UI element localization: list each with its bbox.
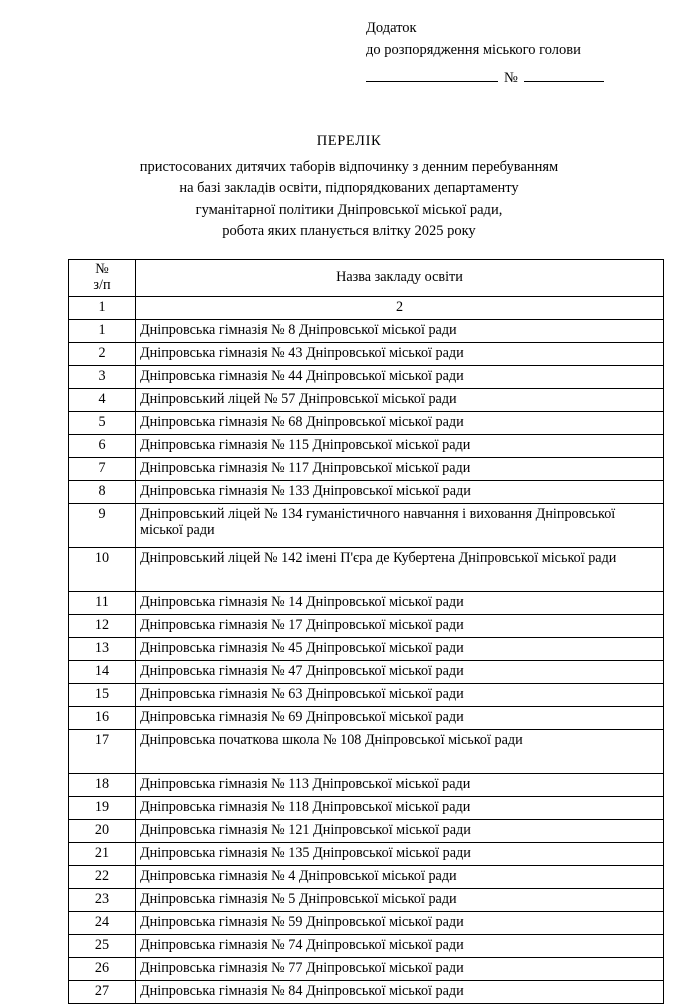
- row-number: 11: [69, 591, 136, 614]
- row-school-name: Дніпровська гімназія № 121 Дніпровської міської ради: [136, 819, 664, 842]
- table-row: [69, 342, 664, 365]
- row-school-name: Дніпровська гімназія № 117 Дніпровської міської ради: [136, 457, 664, 480]
- row-school-name: Дніпровська гімназія № 68 Дніпровської міської ради: [136, 411, 664, 434]
- column-header-number: [69, 259, 136, 296]
- row-school-name: Дніпровська гімназія № 77 Дніпровської міської ради: [136, 957, 664, 980]
- row-number: 24: [69, 911, 136, 934]
- number-blank-line: [524, 68, 604, 82]
- row-school-name: Дніпровська гімназія № 74 Дніпровської міської ради: [136, 934, 664, 957]
- row-number: 16: [69, 706, 136, 729]
- row-school-name: Дніпровська гімназія № 135 Дніпровської міської ради: [136, 842, 664, 865]
- table-row: [69, 591, 664, 614]
- row-number: 15: [69, 683, 136, 706]
- column-index-1: 1: [69, 296, 136, 319]
- row-school-name: Дніпровська гімназія № 43 Дніпровської міської ради: [136, 342, 664, 365]
- table-row: [69, 457, 664, 480]
- table-row: [69, 434, 664, 457]
- table-row: [69, 411, 664, 434]
- row-school-name: Дніпровська гімназія № 69 Дніпровської міської ради: [136, 706, 664, 729]
- row-school-name: Дніпровський ліцей № 134 гуманістичного навчання і виховання Дніпровської міської ради: [136, 503, 664, 547]
- row-school-name: Дніпровська гімназія № 8 Дніпровської міської ради: [136, 319, 664, 342]
- row-number: 10: [69, 547, 136, 591]
- title-subline-1: пристосованих дитячих таборів відпочинку з денним перебуванням: [139, 158, 559, 175]
- table-row: [69, 888, 664, 911]
- title-subline-4: робота яких планується влітку 2025 року: [222, 223, 476, 240]
- number-label: №: [504, 69, 518, 86]
- table-row: [69, 480, 664, 503]
- table-body: [69, 319, 664, 1003]
- table-row: [69, 934, 664, 957]
- table-row: [69, 388, 664, 411]
- table-row: [69, 503, 664, 547]
- row-school-name: Дніпровська гімназія № 44 Дніпровської міської ради: [136, 365, 664, 388]
- row-number: 25: [69, 934, 136, 957]
- row-school-name: Дніпровська початкова школа № 108 Дніпровської міської ради: [136, 729, 664, 773]
- row-number: 20: [69, 819, 136, 842]
- table-row: [69, 637, 664, 660]
- document-title-block: [36, 131, 662, 242]
- row-school-name: Дніпровський ліцей № 57 Дніпровської міської ради: [136, 388, 664, 411]
- table-header-row: [69, 259, 664, 296]
- row-number: 13: [69, 637, 136, 660]
- header-line-2: до розпорядження міського голови: [366, 41, 581, 58]
- row-school-name: Дніпровська гімназія № 47 Дніпровської міської ради: [136, 660, 664, 683]
- table-row: [69, 796, 664, 819]
- row-number: 2: [69, 342, 136, 365]
- table-row: [69, 980, 664, 1003]
- header-signature-line: [366, 68, 662, 90]
- column-index-2: 2: [136, 296, 664, 319]
- header-line-1: Додаток: [366, 20, 417, 36]
- table-head: [69, 259, 664, 319]
- row-number: 1: [69, 319, 136, 342]
- table-row: [69, 660, 664, 683]
- row-number: 3: [69, 365, 136, 388]
- row-number: 6: [69, 434, 136, 457]
- row-school-name: Дніпровська гімназія № 14 Дніпровської міської ради: [136, 591, 664, 614]
- table-row: [69, 729, 664, 773]
- row-school-name: Дніпровський ліцей № 142 імені П'єра де Кубертена Дніпровської міської ради: [136, 547, 664, 591]
- table-row: [69, 365, 664, 388]
- table-row: [69, 319, 664, 342]
- column-header-number-line1: №: [95, 260, 109, 277]
- date-blank-line: [366, 68, 498, 82]
- column-header-number-line2: з/п: [93, 276, 111, 293]
- table-row: [69, 706, 664, 729]
- row-number: 9: [69, 503, 136, 547]
- row-school-name: Дніпровська гімназія № 17 Дніпровської міської ради: [136, 614, 664, 637]
- table-row: [69, 865, 664, 888]
- row-number: 27: [69, 980, 136, 1003]
- document-header: [366, 18, 662, 89]
- table-row: [69, 773, 664, 796]
- row-number: 18: [69, 773, 136, 796]
- row-number: 19: [69, 796, 136, 819]
- row-number: 7: [69, 457, 136, 480]
- row-number: 21: [69, 842, 136, 865]
- table-row: [69, 614, 664, 637]
- table-subheader-row: [69, 296, 664, 319]
- row-number: 14: [69, 660, 136, 683]
- table-row: [69, 957, 664, 980]
- title-subline-3: гуманітарної політики Дніпровської міської ради,: [195, 201, 503, 218]
- row-number: 23: [69, 888, 136, 911]
- row-number: 4: [69, 388, 136, 411]
- row-school-name: Дніпровська гімназія № 84 Дніпровської міської ради: [136, 980, 664, 1003]
- row-number: 8: [69, 480, 136, 503]
- row-school-name: Дніпровська гімназія № 45 Дніпровської міської ради: [136, 637, 664, 660]
- table-row: [69, 683, 664, 706]
- row-number: 26: [69, 957, 136, 980]
- table-row: [69, 819, 664, 842]
- row-number: 22: [69, 865, 136, 888]
- row-number: 12: [69, 614, 136, 637]
- title-subline-2: на базі закладів освіти, підпорядкованих департаменту: [179, 180, 519, 197]
- page-title: ПЕРЕЛІК: [316, 133, 382, 150]
- row-number: 17: [69, 729, 136, 773]
- table-row: [69, 911, 664, 934]
- column-header-name: Назва закладу освіти: [136, 259, 664, 296]
- table-row: [69, 547, 664, 591]
- row-school-name: Дніпровська гімназія № 113 Дніпровської міської ради: [136, 773, 664, 796]
- row-school-name: Дніпровська гімназія № 115 Дніпровської міської ради: [136, 434, 664, 457]
- row-school-name: Дніпровська гімназія № 63 Дніпровської міської ради: [136, 683, 664, 706]
- table-row: [69, 842, 664, 865]
- row-school-name: Дніпровська гімназія № 5 Дніпровської міської ради: [136, 888, 664, 911]
- row-school-name: Дніпровська гімназія № 118 Дніпровської міської ради: [136, 796, 664, 819]
- row-school-name: Дніпровська гімназія № 59 Дніпровської міської ради: [136, 911, 664, 934]
- row-number: 5: [69, 411, 136, 434]
- row-school-name: Дніпровська гімназія № 133 Дніпровської міської ради: [136, 480, 664, 503]
- row-school-name: Дніпровська гімназія № 4 Дніпровської міської ради: [136, 865, 664, 888]
- schools-table: [68, 259, 664, 1004]
